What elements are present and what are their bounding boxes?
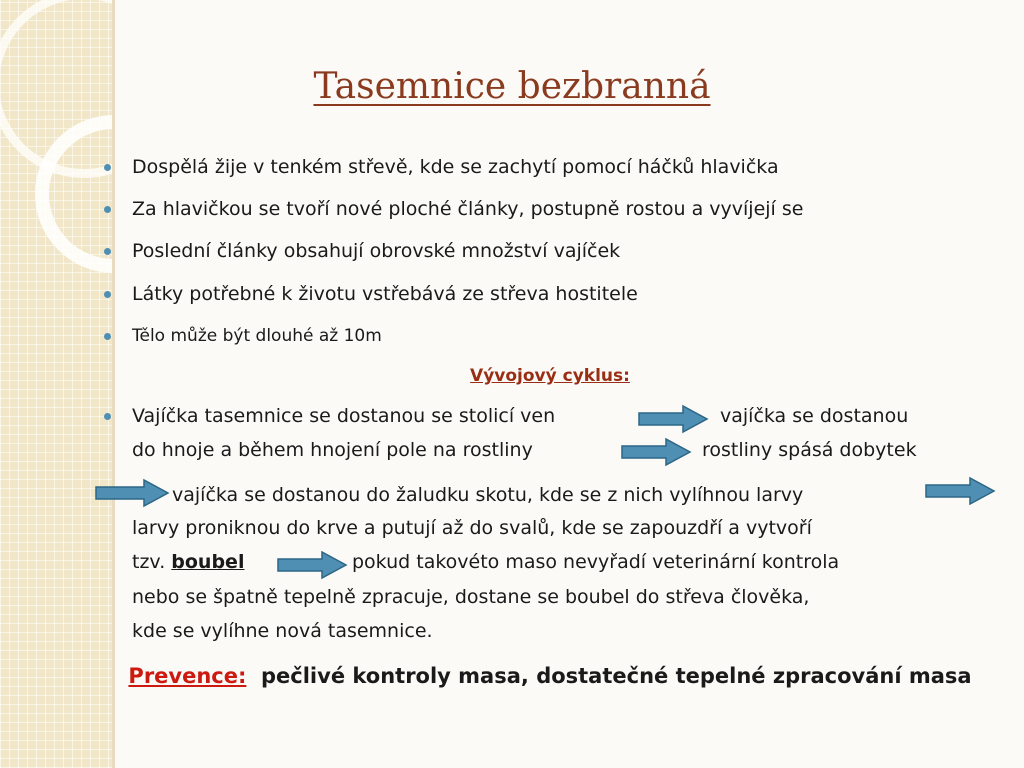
arrow-right-icon bbox=[637, 404, 709, 434]
bullet-icon bbox=[104, 291, 111, 298]
prevention-label: Prevence: bbox=[128, 664, 247, 688]
cycle-line-2a: do hnoje a během hnojení pole na rostliny bbox=[132, 439, 533, 461]
cycle-line-5b: pokud takovéto maso nevyřadí veterinární kontrola bbox=[352, 551, 840, 573]
bullet-icon bbox=[104, 164, 111, 171]
cycle-line-1a: Vajíčka tasemnice se dostanou se stolicí ven bbox=[132, 405, 556, 427]
arrow-right-icon bbox=[276, 550, 348, 580]
bullet-text: Látky potřebné k životu vstřebává ze střeva hostitele bbox=[132, 283, 638, 305]
cycle-line-2b: rostliny spásá dobytek bbox=[702, 439, 917, 461]
bullet-icon bbox=[104, 248, 111, 255]
cycle-line-4: larvy proniknou do krve a putují až do svalů, kde se zapouzdří a vytvoří bbox=[132, 517, 812, 539]
cycle-line-5 bbox=[132, 551, 244, 573]
bullet-text: Poslední články obsahují obrovské množství vajíček bbox=[132, 240, 621, 262]
arrow-right-icon bbox=[620, 437, 692, 467]
bullet-icon bbox=[104, 333, 111, 340]
cycle-line-5a: tzv. bbox=[132, 551, 166, 573]
cycle-line-6: nebo se špatně tepelně zpracuje, dostane se boubel do střeva člověka, bbox=[132, 586, 810, 608]
arrow-right-icon bbox=[94, 478, 170, 508]
cycle-heading: Vývojový cyklus: bbox=[470, 366, 630, 386]
bullet-text: Za hlavičkou se tvoří nové ploché články, postupně rostou a vyvíjejí se bbox=[132, 198, 804, 220]
slide-title: Tasemnice bezbranná bbox=[313, 66, 711, 107]
prevention-paragraph bbox=[100, 660, 1000, 693]
cycle-line-1b: vajíčka se dostanou bbox=[720, 405, 909, 427]
bullet-text: Tělo může být dlouhé až 10m bbox=[132, 326, 382, 346]
bullet-icon bbox=[104, 413, 111, 420]
cycle-line-7: kde se vylíhne nová tasemnice. bbox=[132, 620, 433, 642]
bullet-text: Dospělá žije v tenkém střevě, kde se zachytí pomocí háčků hlavička bbox=[132, 156, 779, 178]
boubel-term: boubel bbox=[171, 551, 245, 573]
bullet-icon bbox=[104, 206, 111, 213]
cycle-line-3: vajíčka se dostanou do žaludku skotu, kde se z nich vylíhnou larvy bbox=[172, 484, 804, 506]
arrow-right-icon bbox=[924, 476, 996, 506]
prevention-text: pečlivé kontroly masa, dostatečné tepelné zpracování masa bbox=[261, 664, 972, 688]
